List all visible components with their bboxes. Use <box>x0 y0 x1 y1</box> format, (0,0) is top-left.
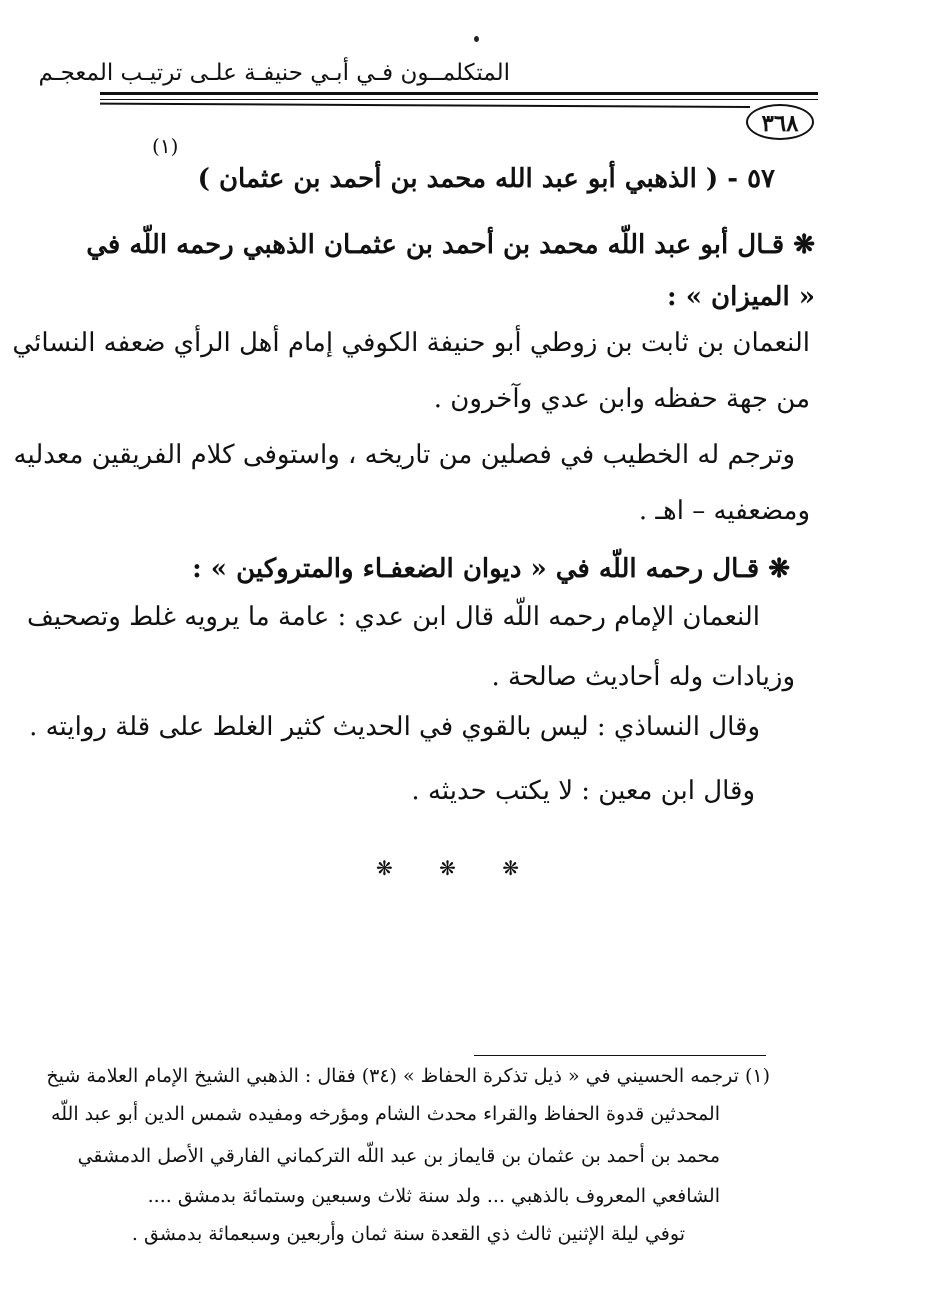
paragraph-line: وزيادات وله أحاديث صالحة . <box>491 662 795 692</box>
paragraph-line: « الميزان » : <box>667 282 815 312</box>
footnote-line: الشافعي المعروف بالذهبي ... ولد سنة ثلاث وسبعين وستمائة بدمشق .... <box>147 1185 720 1207</box>
header-rule-lower <box>100 103 750 108</box>
footnote-rule <box>474 1055 766 1056</box>
header-rule-thin <box>100 99 818 100</box>
running-title: المتكلمــون فـي أبـي حنيفـة علـى ترتيـب المعجـم <box>38 60 510 86</box>
footnote-line: محمد بن أحمد بن عثمان بن قايماز بن عبد اللّه التركماني الفارقي الأصل الدمشقي <box>77 1145 720 1167</box>
page-number: ٣٦٨ <box>746 104 814 140</box>
paragraph-line: النعمان الإمام رحمه اللّه قال ابن عدي : عامة ما يرويه غلط وتصحيف <box>26 602 760 632</box>
header-rule-thick <box>100 92 818 95</box>
footnote-reference: (١) <box>152 134 179 158</box>
header-dot <box>474 36 479 42</box>
paragraph-line: ومضعفيه – اهـ . <box>638 496 810 526</box>
section-separator: ❋ ❋ ❋ <box>376 856 539 880</box>
paragraph-line: النعمان بن ثابت بن زوطي أبو حنيفة الكوفي إمام أهل الرأي ضعفه النسائي <box>12 328 810 358</box>
paragraph-line: وقال ابن معين : لا يكتب حديثه . <box>411 776 755 806</box>
paragraph-line: وترجم له الخطيب في فصلين من تاريخه ، واستوفى كلام الفريقين معدليه <box>13 440 795 470</box>
footnote-line: (١) ترجمه الحسيني في « ذيل تذكرة الحفاظ » (٣٤) فقال : الذهبي الشيخ الإمام العلامة شيخ <box>46 1065 770 1087</box>
footnote-line: المحدثين قدوة الحفاظ والقراء محدث الشام ومؤرخه ومفيده شمس الدين أبو عبد اللّه <box>51 1103 720 1125</box>
paragraph-line: ❋ قـال رحمه اللّه في « ديوان الضعفـاء والمتروكين » : <box>192 554 790 584</box>
footnote-line: توفي ليلة الإثنين ثالث ذي القعدة سنة ثمان وأربعين وسبعمائة بدمشق . <box>131 1223 685 1245</box>
entry-heading: ٥٧ - ( الذهبي أبو عبد الله محمد بن أحمد بن عثمان ) <box>197 164 775 194</box>
paragraph-line: ❋ قـال أبو عبد اللّه محمد بن أحمد بن عثمـان الذهبي رحمه اللّه في <box>86 230 815 260</box>
paragraph-line: من جهة حفظه وابن عدي وآخرون . <box>433 384 810 414</box>
paragraph-line: وقال النساذي : ليس بالقوي في الحديث كثير الغلط على قلة روايته . <box>29 712 760 742</box>
